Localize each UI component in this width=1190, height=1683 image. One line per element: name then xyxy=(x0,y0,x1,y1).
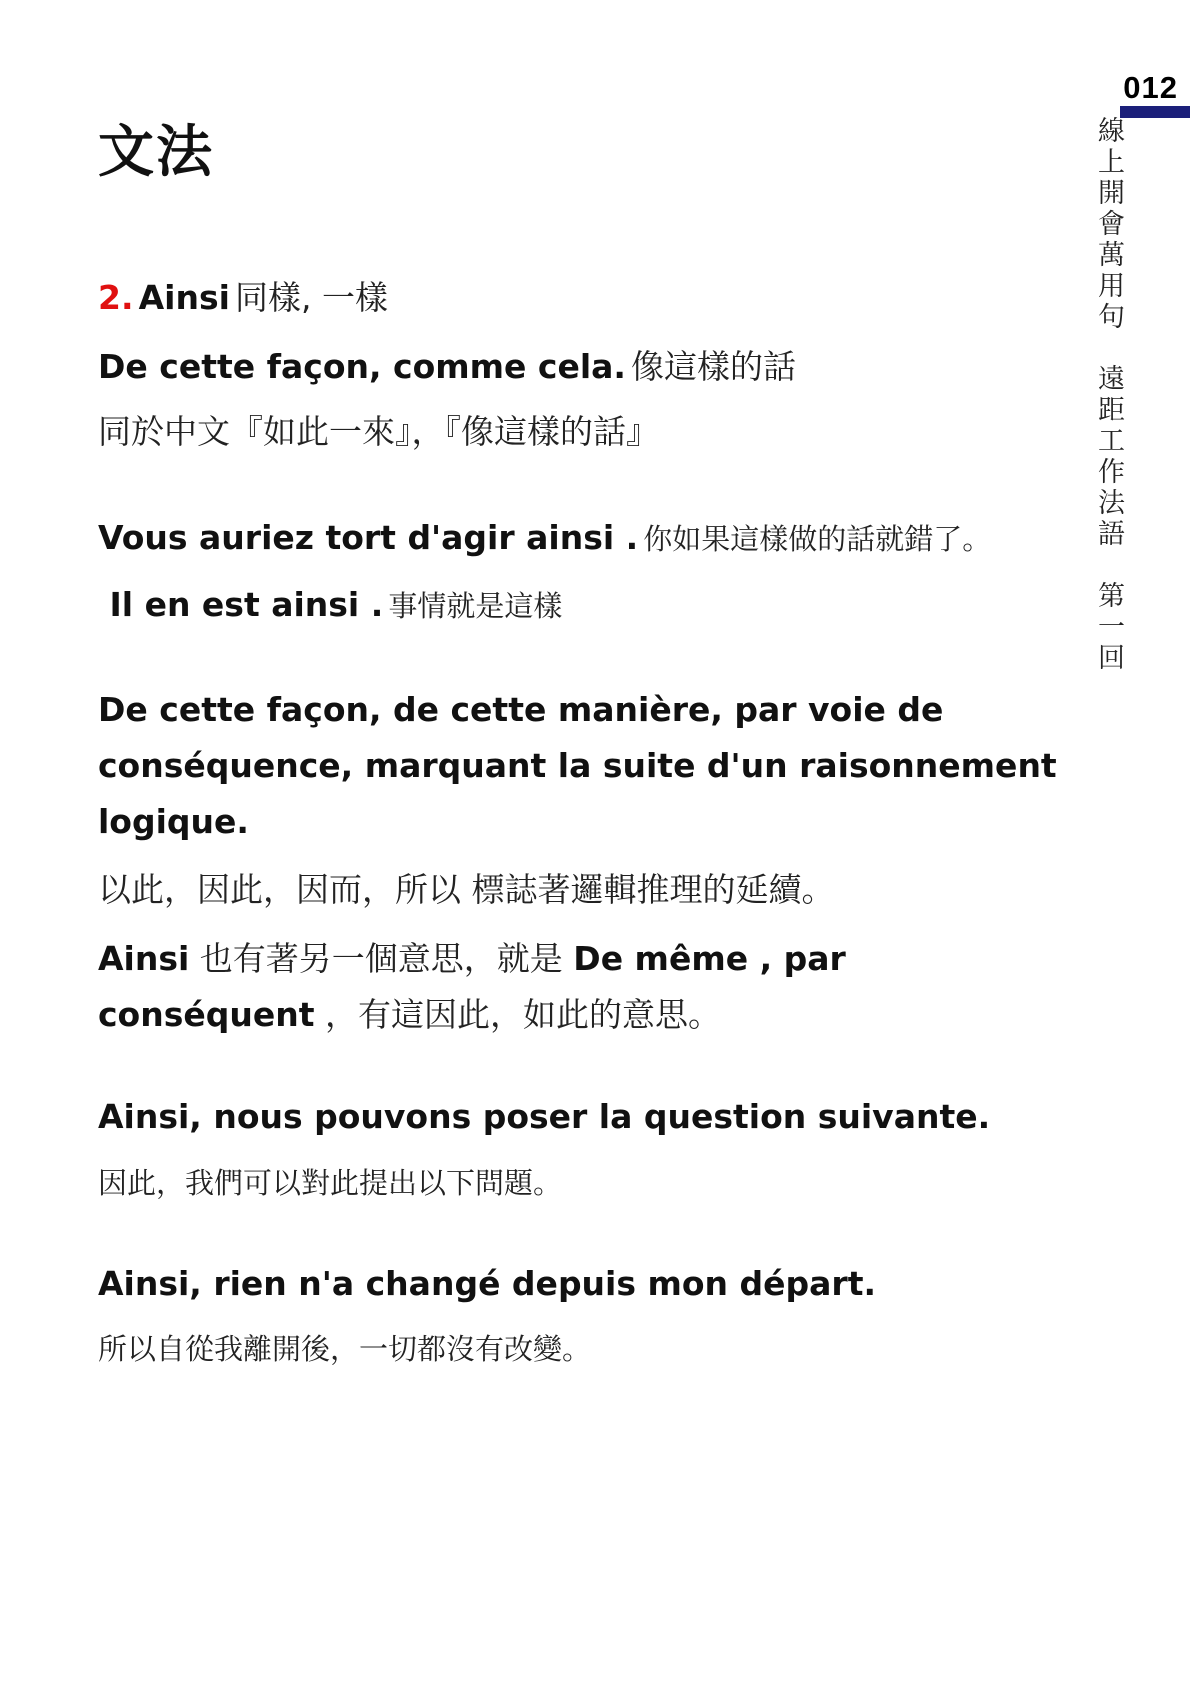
definition-fr: De cette façon, comme cela. xyxy=(98,347,626,386)
example-fr: Ainsi, rien n'a changé depuis mon départ. xyxy=(98,1264,877,1303)
definition-zh: 像這樣的話 xyxy=(631,347,797,386)
meaning-fr-line: logique. xyxy=(98,802,249,841)
page-number: 012 xyxy=(1123,70,1178,105)
other-meaning-line xyxy=(98,989,721,1036)
example-line xyxy=(98,517,991,558)
definition-line xyxy=(98,341,796,388)
example-fr: Vous auriez tort d'agir ainsi . xyxy=(98,518,639,557)
page-heading: 文法 xyxy=(98,120,214,185)
other-meaning-keyword: Ainsi xyxy=(98,939,190,978)
example-zh: 你如果這樣做的話就錯了。 xyxy=(643,522,992,556)
example-line xyxy=(98,584,562,625)
example-zh: 所以自從我離開後，一切都沒有改變。 xyxy=(98,1332,592,1366)
section-title xyxy=(98,272,388,319)
page-number-bar xyxy=(1120,106,1190,118)
side-title: 線上開會萬用句 遠距工作法語 第一回 xyxy=(1093,116,1124,674)
section-keyword-meaning: 同樣, 一樣 xyxy=(235,278,388,317)
meaning-fr-line: De cette façon, de cette manière, par voie de xyxy=(98,690,944,729)
example-fr: Il en est ainsi . xyxy=(98,585,384,624)
other-meaning-zh: 也有著另一個意思，就是 xyxy=(189,939,574,978)
other-meaning-fr: conséquent xyxy=(98,995,315,1034)
other-meaning-zh: ，有這因此，如此的意思。 xyxy=(314,995,722,1034)
other-meaning-fr: De même , par xyxy=(573,939,846,978)
example-fr: Ainsi, nous pouvons poser la question suivante. xyxy=(98,1097,991,1136)
section-keyword: Ainsi xyxy=(138,278,230,317)
other-meaning-line xyxy=(98,933,846,980)
definition-note: 同於中文『如此一來』，『像這樣的話』 xyxy=(98,412,659,451)
meaning-zh: 以此，因此，因而，所以 標誌著邏輯推理的延續。 xyxy=(98,870,835,909)
example-zh: 事情就是這樣 xyxy=(388,589,563,623)
section-index: 2. xyxy=(98,278,134,317)
meaning-fr-line: conséquence, marquant la suite d'un raisonnement xyxy=(98,746,1057,785)
example-zh: 因此，我們可以對此提出以下問題。 xyxy=(98,1166,563,1200)
